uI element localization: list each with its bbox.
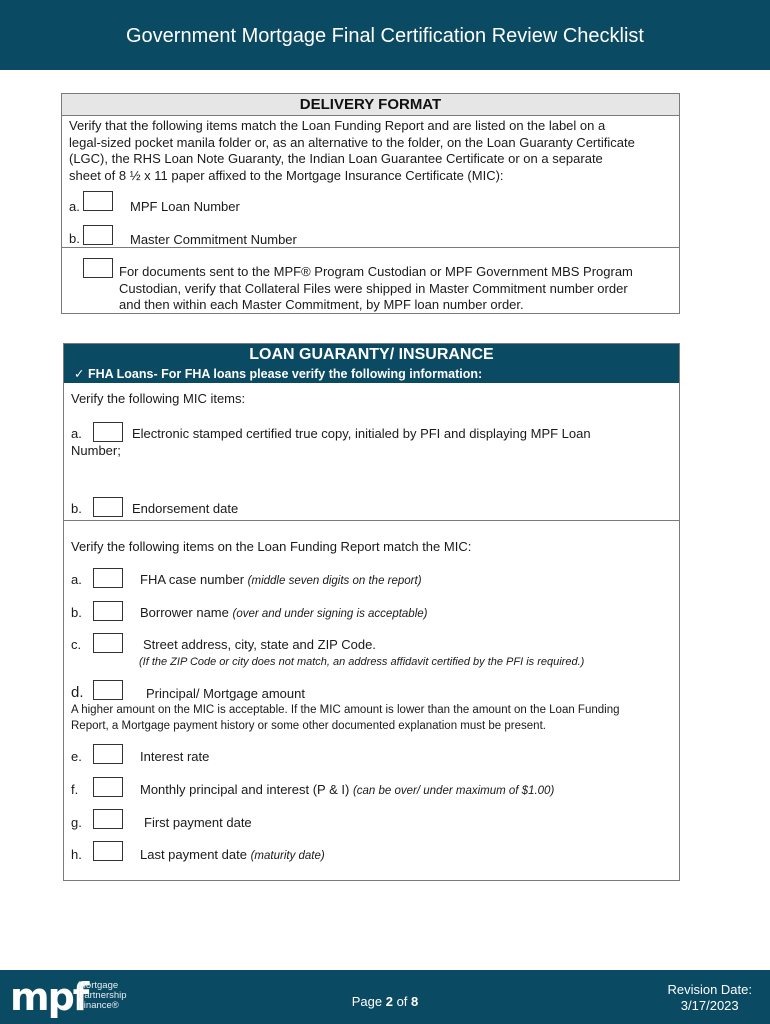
delivery-intro-line: legal-sized pocket manila folder or, as an alternative to the folder, on the Loan Guaranty Certificate — [69, 134, 635, 150]
item-letter: f. — [71, 782, 79, 797]
revision-date: Revision Date: 3/17/2023 — [667, 982, 752, 1013]
item-letter: c. — [71, 637, 82, 652]
principal-amount-checkbox[interactable] — [93, 680, 123, 700]
first-payment-date-checkbox[interactable] — [93, 809, 123, 829]
delivery-intro-line: Verify that the following items match the Loan Funding Report and are listed on the label on a — [69, 118, 606, 133]
borrower-name-label: Borrower name (over and under signing is acceptable) — [140, 605, 428, 620]
borrower-name-checkbox[interactable] — [93, 601, 123, 621]
delivery-intro-line: (LGC), the RHS Loan Note Guaranty, the Indian Loan Guarantee Certificate or on a separate — [69, 151, 603, 166]
mpf-logo-subtitle: Mortgage Partnership Finance® — [78, 980, 127, 1011]
fha-case-number-checkbox[interactable] — [93, 568, 123, 588]
fha-loans-subtitle: ✓ FHA Loans- For FHA loans please verify the following information: — [64, 366, 679, 383]
street-address-checkbox[interactable] — [93, 633, 123, 653]
item-letter: e. — [71, 749, 82, 764]
mpf-logo: mpf — [10, 975, 88, 1019]
electronic-copy-checkbox[interactable] — [93, 422, 123, 442]
interest-rate-checkbox[interactable] — [93, 744, 123, 764]
master-commitment-number-checkbox[interactable] — [83, 225, 113, 245]
page-number: Page 2 of 8 — [351, 994, 419, 1009]
interest-rate-label: Interest rate — [140, 749, 210, 764]
item-letter: a. — [71, 426, 82, 441]
mic-intro: Verify the following MIC items: — [71, 391, 246, 406]
mpf-loan-number-label: MPF Loan Number — [130, 199, 240, 214]
electronic-copy-label: Electronic stamped certified true copy, initialed by PFI and displaying MPF Loan — [132, 426, 591, 441]
last-payment-date-label: Last payment date (maturity date) — [140, 847, 325, 862]
divider — [62, 247, 679, 248]
custodian-line: and then within each Master Commitment, by MPF loan number order. — [119, 297, 524, 312]
monthly-pi-label: Monthly principal and interest (P & I) (can be over/ under maximum of $1.00) — [140, 782, 555, 797]
endorsement-date-checkbox[interactable] — [93, 497, 123, 517]
item-letter: a. — [69, 199, 80, 214]
item-letter: a. — [71, 572, 82, 587]
delivery-format-section — [61, 93, 680, 314]
page-title: Government Mortgage Final Certification Review Checklist — [126, 25, 644, 47]
item-letter: g. — [71, 815, 82, 830]
item-letter: d. — [71, 684, 84, 701]
delivery-format-title: DELIVERY FORMAT — [62, 94, 679, 116]
mpf-loan-number-checkbox[interactable] — [83, 191, 113, 211]
divider — [64, 520, 679, 521]
lfr-intro: Verify the following items on the Loan Funding Report match the MIC: — [71, 539, 472, 554]
page-header — [0, 0, 770, 70]
custodian-line: For documents sent to the MPF® Program Custodian or MPF Government MBS Program — [119, 264, 633, 279]
monthly-pi-checkbox[interactable] — [93, 777, 123, 797]
first-payment-date-label: First payment date — [144, 815, 252, 830]
custodian-checkbox[interactable] — [83, 258, 113, 278]
item-letter: h. — [71, 847, 82, 862]
page-footer — [0, 970, 770, 1024]
item-letter: b. — [69, 231, 80, 246]
master-commitment-number-label: Master Commitment Number — [130, 232, 297, 247]
delivery-intro-line: sheet of 8 ½ x 11 paper affixed to the Mortgage Insurance Certificate (MIC): — [69, 167, 504, 183]
loan-guaranty-title: LOAN GUARANTY/ INSURANCE — [64, 344, 679, 366]
electronic-copy-label-cont: Number; — [71, 443, 121, 458]
custodian-line: Custodian, verify that Collateral Files were shipped in Master Commitment number order — [119, 280, 628, 296]
fha-case-number-label: FHA case number (middle seven digits on the report) — [140, 572, 422, 587]
item-letter: b. — [71, 501, 82, 516]
last-payment-date-checkbox[interactable] — [93, 841, 123, 861]
item-letter: b. — [71, 605, 82, 620]
principal-amount-note: A higher amount on the MIC is acceptable. If the MIC amount is lower than the amount on the Loan Funding — [71, 704, 620, 716]
loan-guaranty-section — [63, 343, 680, 881]
principal-amount-label: Principal/ Mortgage amount — [146, 686, 305, 701]
street-address-label: Street address, city, state and ZIP Code. — [143, 637, 376, 652]
endorsement-date-label: Endorsement date — [132, 501, 239, 516]
street-address-note: (If the ZIP Code or city does not match, an address affidavit certified by the PFI is required.) — [139, 656, 585, 668]
principal-amount-note: Report, a Mortgage payment history or some other documented explanation must be present. — [71, 720, 546, 732]
